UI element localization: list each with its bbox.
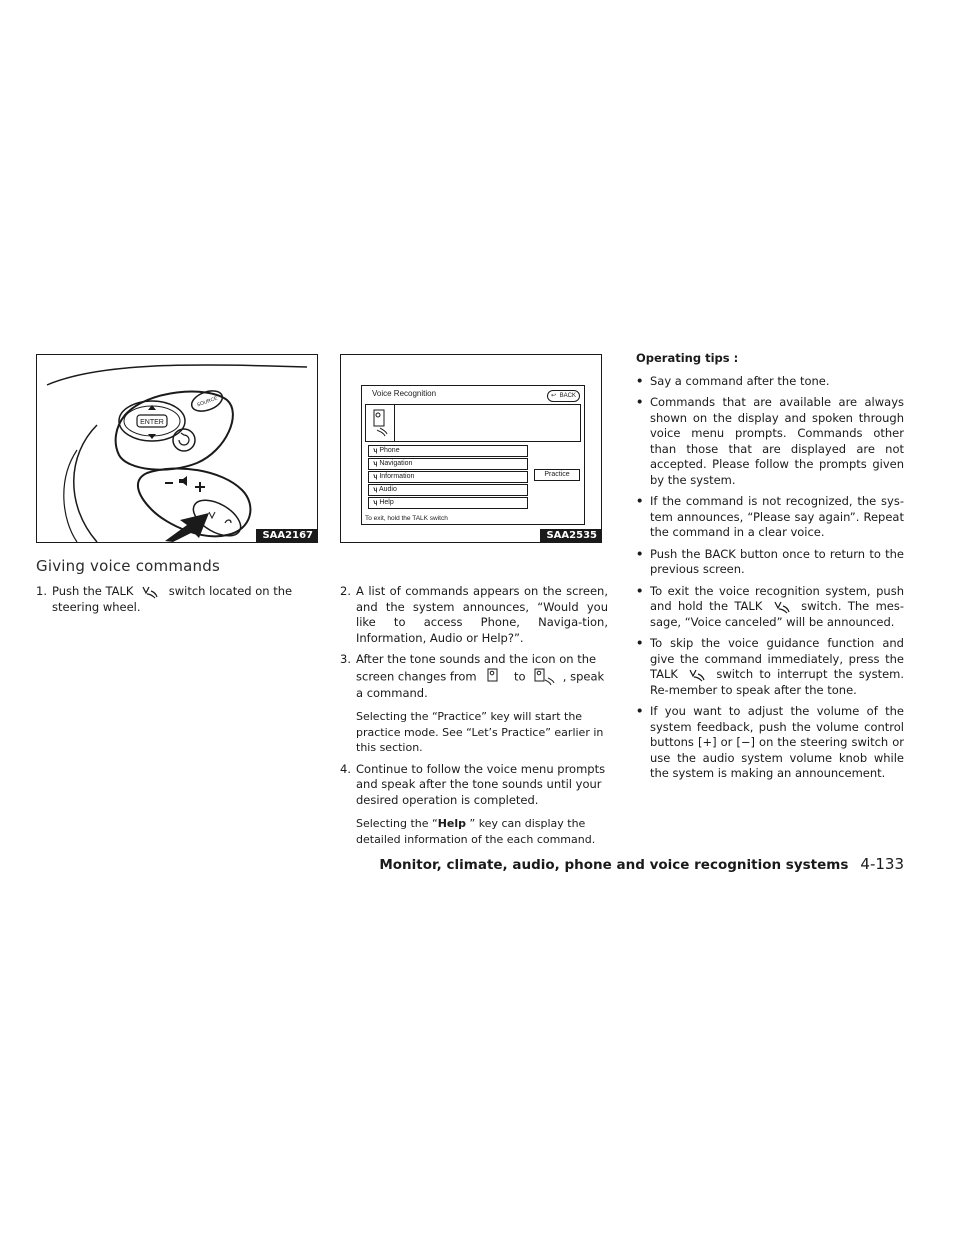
tip-text: Commands that are available are always shown on the display and spoken through voice menu prompts. Commands other than those that are displayed are not accepted. Please follow the prompts given by the system. <box>650 395 904 487</box>
step-4-note-after: ” key can display the detailed information of the each command. <box>356 817 596 846</box>
step-number: 3. <box>340 652 351 666</box>
figure-label: SAA2535 <box>540 529 601 542</box>
vr-menu-item-phone[interactable] <box>368 445 528 457</box>
tip-item <box>636 374 904 390</box>
tip-item <box>636 547 904 578</box>
bullet-icon: • <box>636 704 644 718</box>
vr-menu-label: Phone <box>379 447 400 454</box>
bullet-icon: • <box>636 395 644 409</box>
practice-button[interactable]: Practice <box>534 469 580 481</box>
talk-switch-icon <box>684 668 710 682</box>
vr-menu-label: Help <box>379 499 394 506</box>
help-key-name: Help <box>437 817 467 830</box>
step-1 <box>36 584 318 615</box>
tip-text: If the command is not recognized, the sys-tem announces, “Please say again”. Repeat the command in a clear voice. <box>650 494 904 539</box>
vr-footer-text: To exit, hold the TALK switch <box>365 515 448 522</box>
vr-menu-label: Audio <box>378 486 397 493</box>
voice-icon: ʮ <box>373 487 378 493</box>
back-button-label: BACK <box>559 393 576 399</box>
step-1-text-before: Push the TALK <box>52 584 134 598</box>
bullet-icon: • <box>636 373 644 388</box>
column-1 <box>36 584 318 621</box>
tip-text-before: To exit the voice recognition system, push and hold the TALK <box>650 583 904 613</box>
column-2 <box>340 584 608 853</box>
step-4-note <box>356 816 608 847</box>
vr-menu-item-audio[interactable] <box>368 484 528 496</box>
vr-menu-item-information[interactable] <box>368 471 528 483</box>
tip-item <box>636 494 904 541</box>
vr-menu-label: Navigation <box>379 460 413 467</box>
step-3-note: Selecting the “Practice” key will start the practice mode. See “Let’s Practice” earlier in this section. <box>356 710 604 754</box>
vr-menu <box>368 445 528 510</box>
step-2 <box>340 584 608 646</box>
step-3 <box>340 652 608 756</box>
bullet-icon: • <box>636 546 644 561</box>
step-4-text: Continue to follow the voice menu prompts and speak after the tone sounds until your desired operation is completed. <box>356 761 606 807</box>
step-1-text-after: switch located on the steering wheel. <box>52 584 293 614</box>
step-3-to: to <box>513 669 526 683</box>
vr-screen <box>361 385 585 525</box>
voice-icon: ʮ <box>373 448 378 454</box>
source-button-label: SOURCE <box>196 395 219 409</box>
tip-text-after: switch to interrupt the system. Re-member to speak after the tone. <box>650 667 905 697</box>
bullet-icon: • <box>636 494 644 508</box>
bullet-icon: • <box>636 636 644 650</box>
vr-menu-item-help[interactable] <box>368 497 528 509</box>
tip-text: Say a command after the tone. <box>650 373 830 388</box>
back-button[interactable] <box>547 390 580 402</box>
vr-menu-label: Information <box>379 473 415 480</box>
step-2-text: A list of commands appears on the screen, and the system announces, “Would you like to access Phone, Naviga-tion, Information, Audio or Help?”. <box>356 584 608 645</box>
tip-item <box>636 636 904 698</box>
step-4-note-before: Selecting the “ <box>356 817 438 830</box>
page-footer <box>0 854 904 873</box>
step-3-text-after: , speak a command. <box>356 669 605 700</box>
step-number: 4. <box>340 761 351 776</box>
step-number: 2. <box>340 584 351 598</box>
figure-label: SAA2167 <box>256 529 317 542</box>
tip-text-after: switch. The mes-sage, “Voice canceled” will be announced. <box>650 599 905 629</box>
page-number: 4-133 <box>860 855 904 873</box>
tips-heading: Operating tips : <box>636 351 739 365</box>
voice-icon: ʮ <box>373 461 378 467</box>
voice-listening-icon <box>529 668 559 686</box>
voice-speaking-icon <box>369 406 393 440</box>
bullet-icon: • <box>636 583 644 598</box>
vr-title: Voice Recognition <box>372 389 437 398</box>
voice-waiting-icon <box>480 668 510 686</box>
enter-button-label: ENTER <box>140 419 164 426</box>
tip-item <box>636 395 904 488</box>
voice-icon: ʮ <box>373 474 378 480</box>
tip-item <box>636 584 904 631</box>
step-number: 1. <box>36 584 47 598</box>
voice-recognition-screen-figure <box>340 354 602 543</box>
vr-menu-item-navigation[interactable] <box>368 458 528 470</box>
vr-message-area <box>365 404 581 442</box>
talk-switch-icon <box>769 600 795 614</box>
tip-item <box>636 704 904 782</box>
voice-icon: ʮ <box>373 500 378 506</box>
tip-text: Push the BACK button once to return to the previous screen. <box>650 546 904 576</box>
section-heading: Giving voice commands <box>36 557 220 575</box>
footer-section-title: Monitor, climate, audio, phone and voice recognition systems <box>379 857 849 873</box>
back-arrow-icon: ↩ <box>551 393 557 399</box>
step-3-text-before: After the tone sounds and the icon on the screen changes from <box>356 652 597 683</box>
steering-switch-figure <box>36 354 318 543</box>
column-3 <box>636 351 904 788</box>
tip-text-before: To skip the voice guidance function and give the command immediately, press the TALK <box>650 636 904 681</box>
talk-switch-icon <box>137 585 165 599</box>
steering-switch-illustration <box>37 355 317 542</box>
tip-text: If you want to adjust the volume of the system feedback, push the volume control buttons [+] or [−] on the steering switch or use the audio system volume knob while the system is making an announcement. <box>650 704 904 780</box>
step-4 <box>340 762 608 848</box>
